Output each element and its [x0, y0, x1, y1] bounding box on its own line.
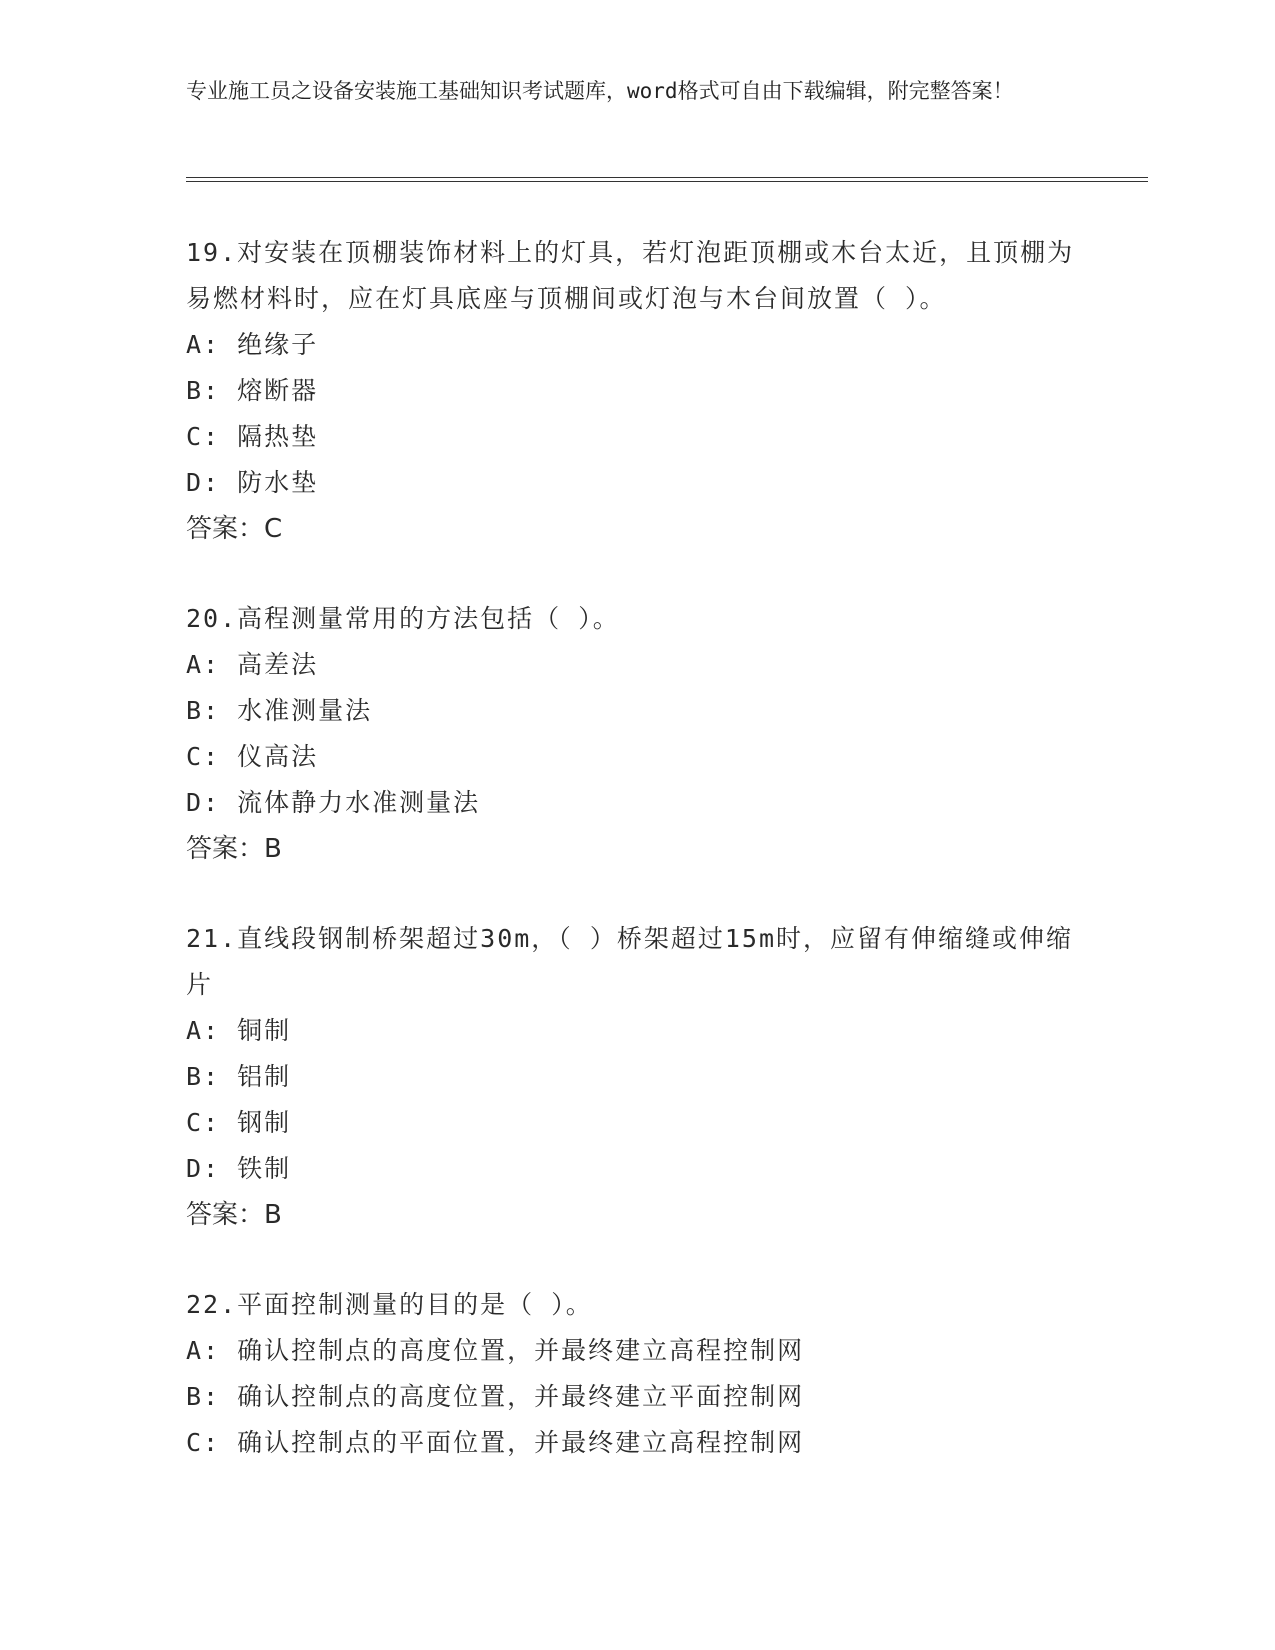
option-d: D: 铁制: [186, 1154, 292, 1183]
question-stem: 19.对安装在顶棚装饰材料上的灯具，若灯泡距顶棚或木台太近，且顶棚为易燃材料时，应在灯具底座与顶棚间或灯泡与木台间放置（ ）。: [186, 238, 1075, 313]
option-c: C: 钢制: [186, 1108, 292, 1137]
answer: 答案：B: [186, 834, 282, 864]
option-c: C: 仪高法: [186, 742, 319, 771]
option-b: B: 熔断器: [186, 376, 319, 405]
header-rule-bottom: [186, 181, 1148, 182]
option-a: A: 高差法: [186, 650, 319, 679]
option-d: D: 防水垫: [186, 468, 319, 497]
option-a: A: 绝缘子: [186, 330, 319, 359]
option-c: C: 确认控制点的平面位置，并最终建立高程控制网: [186, 1428, 805, 1457]
option-a: A: 确认控制点的高度位置，并最终建立高程控制网: [186, 1336, 805, 1365]
answer: 答案：C: [186, 514, 283, 544]
header-rule-top: [186, 177, 1148, 178]
question-stem: 20.高程测量常用的方法包括（ ）。: [186, 604, 620, 633]
question-list: [186, 230, 1086, 1510]
answer: 答案：B: [186, 1200, 282, 1230]
option-c: C: 隔热垫: [186, 422, 319, 451]
option-b: B: 水准测量法: [186, 696, 373, 725]
option-d: D: 流体静力水准测量法: [186, 788, 481, 817]
question-22: [186, 1282, 1086, 1466]
question-stem: 22.平面控制测量的目的是（ ）。: [186, 1290, 593, 1319]
document-header: 专业施工员之设备安装施工基础知识考试题库，word格式可自由下载编辑，附完整答案！: [186, 79, 1014, 103]
question-20: [186, 596, 1086, 872]
option-b: B: 铝制: [186, 1062, 292, 1091]
question-stem: 21.直线段钢制桥架超过30m，（ ）桥架超过15m时，应留有伸缩缝或伸缩片: [186, 924, 1074, 999]
question-19: [186, 230, 1086, 552]
question-21: [186, 916, 1086, 1238]
option-b: B: 确认控制点的高度位置，并最终建立平面控制网: [186, 1382, 805, 1411]
option-a: A: 铜制: [186, 1016, 292, 1045]
